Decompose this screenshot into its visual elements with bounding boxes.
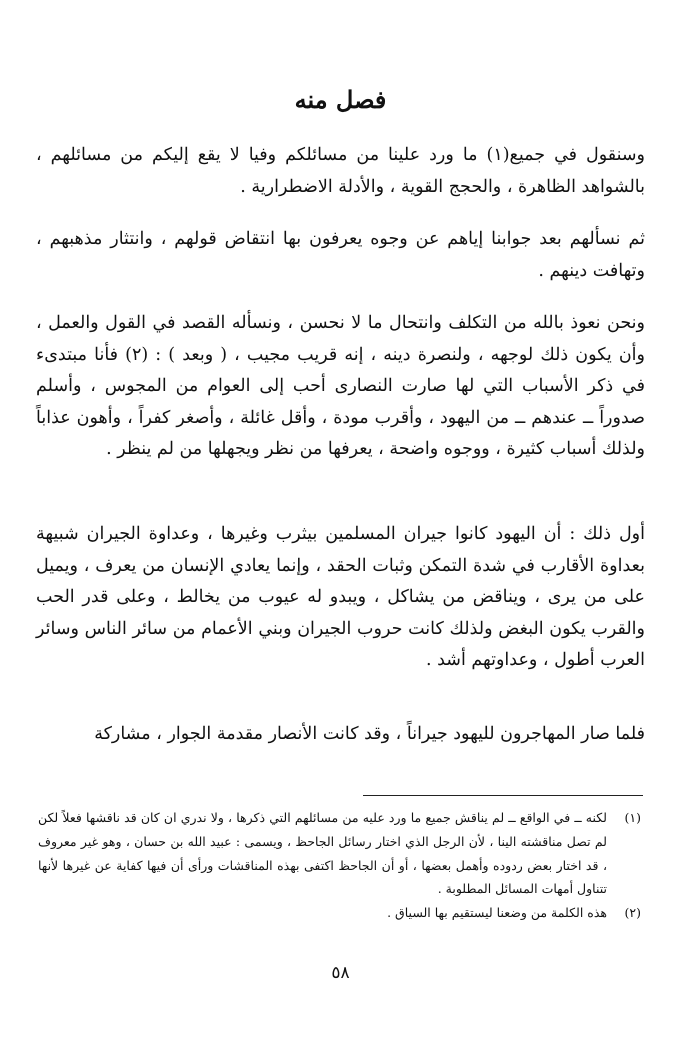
page-number: ٥٨	[331, 963, 350, 983]
footnote-text: هذه الكلمة من وضعنا ليستقيم بها السياق .	[387, 905, 607, 921]
footnote-number: (٢)	[624, 905, 641, 921]
footnote-number: (١)	[624, 810, 641, 825]
paragraph-2	[36, 224, 645, 287]
footnote-divider	[363, 795, 643, 796]
paragraph-text: وسنقول في جميع(١) ما ورد علينا من مسائلكم وفيا لا يقع إليكم من مسائلهم ، بالشواهد الظاهرة ، والحجج القوية ، والأدلة الاضطرارية .	[36, 145, 645, 197]
footnote-text: لكنه ــ في الواقع ــ لم يناقش جميع ما ورد عليه من مسائلهم التي ذكرها ، ولا ندري ان كان قد ناقشها فعلاً لكن لم تصل مناقشته الينا ، لأن الرجل الذي اختار رسائل الجاحظ ، ويسمى : عبيد الله بن حسان ، وهو غير معروف ، قد اختار بعض ردوده وأهمل بعضها ، أو أن الجاحظ اكتفى بهذه المناقشات ورأى أن فيها كفاية عن غيرها لأنها تتناول أمهات المسائل المطلوبة .	[38, 810, 607, 897]
footnote-1	[38, 806, 641, 901]
paragraph-text: فلما صار المهاجرون لليهود جيراناً ، وقد كانت الأنصار مقدمة الجوار ، مشاركة	[94, 724, 645, 744]
footnote-2	[38, 901, 641, 925]
paragraph-text: ثم نسألهم بعد جوابنا إياهم عن وجوه يعرفون بها انتقاض قولهم ، وانتثار مذهبهم ، وتهافت دينهم .	[36, 229, 645, 281]
paragraph-5	[36, 719, 645, 751]
paragraph-4	[36, 519, 645, 677]
paragraph-text: أول ذلك : أن اليهود كانوا جيران المسلمين بيثرب وغيرها ، وعداوة الجيران شبيهة بعداوة الأقارب في شدة التمكن وثبات الحقد ، وإنما يعادي الإنسان من يعرف ، ويميل على من يرى ، ويناقض من يشاكل ، ويبدو له عيوب من يخالط ، وعلى قدر الحب والقرب يكون البغض ولذلك كانت حروب الجيران وبني الأعمام من سائر الناس وسائر العرب أطول ، وعداوتهم أشد .	[36, 524, 645, 671]
footnotes	[38, 806, 641, 925]
paragraph-1	[36, 140, 645, 203]
section-title: فصل منه	[294, 85, 387, 114]
paragraph-3	[36, 308, 645, 466]
paragraph-text: ونحن نعوذ بالله من التكلف وانتحال ما لا نحسن ، ونسأله القصد في القول والعمل ، وأن يكون ذلك لوجهه ، ولنصرة دينه ، إنه قريب مجيب ، ( وبعد ) : (٢) فأنا مبتدىء في ذكر الأسباب التي لها صارت النصارى أحب إلى العوام من المجوس ، وأسلم صدوراً ــ عندهم ــ من اليهود ، وأقرب مودة ، وأقل غائلة ، وأصغر كفراً ، وأهون عذاباً ولذلك أسباب كثيرة ، ووجوه واضحة ، يعرفها من نظر ويجهلها من لم ينظر .	[36, 313, 645, 460]
